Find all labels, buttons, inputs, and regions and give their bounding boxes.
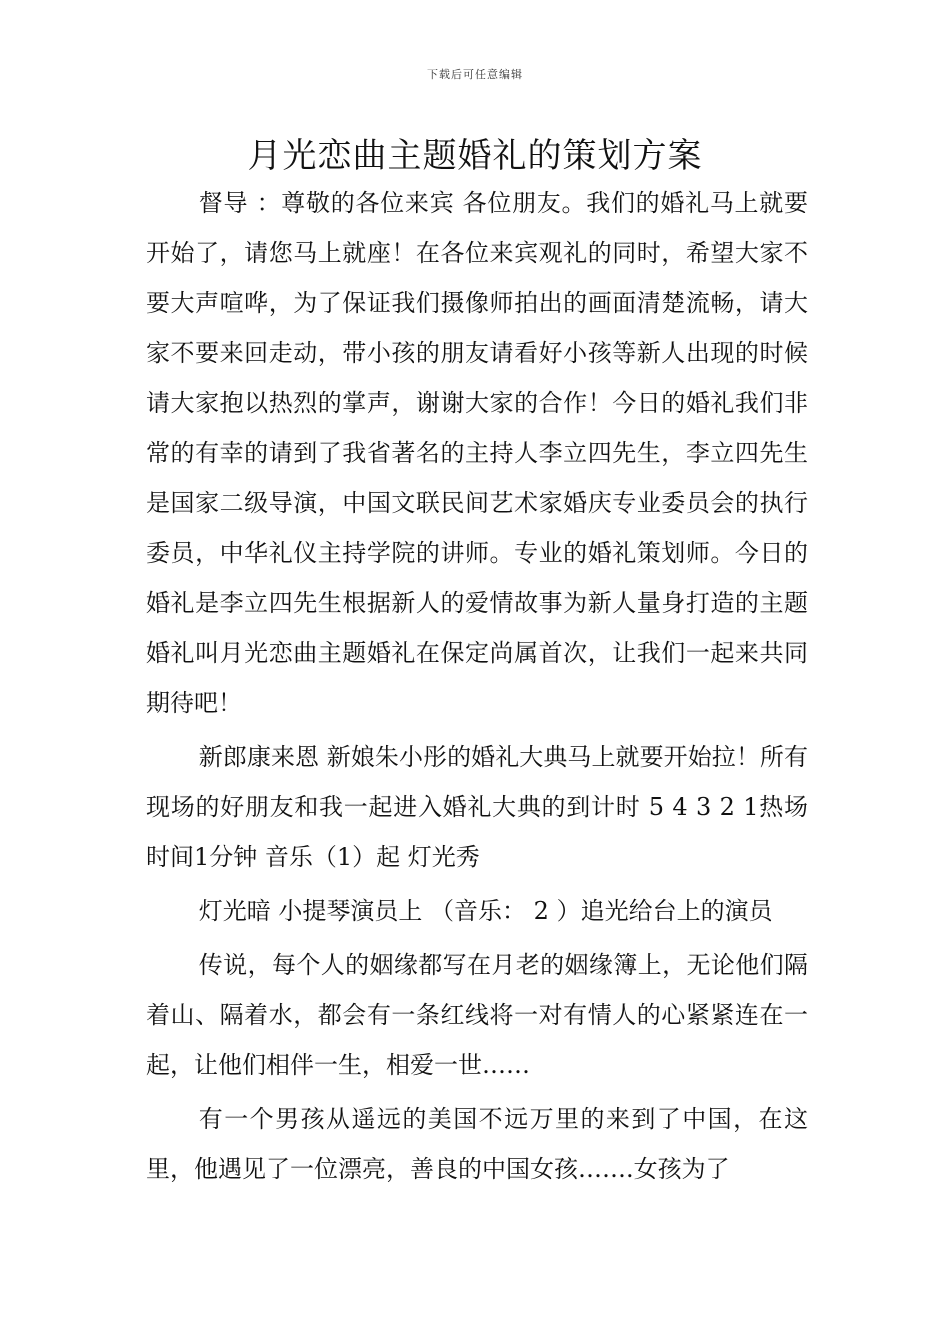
paragraph-legend: 传说，每个人的姻缘都写在月老的姻缘簿上，无论他们隔着山、隔着水，都会有一条红线将一对有情人的心紧紧连在一起，让他们相伴一生，相爱一世…… [146,951,808,1079]
paragraph-story: 有一个男孩从遥远的美国不远万里的来到了中国，在这里，他遇见了一位漂亮，善良的中国女孩…….女孩为了 [146,1105,808,1183]
paragraph-countdown: 新郎康来恩 新娘朱小彤的婚礼大典马上就要开始拉！所有现场的好朋友和我一起进入婚礼大典的到计时 5 4 3 2 1热场 时间1分钟 音乐（1）起 灯光秀 [146,743,808,871]
document-body [146,178,808,1194]
document-title: 月光恋曲主题婚礼的策划方案 [247,136,703,176]
header-note: 下载后可任意编辑 [427,68,523,81]
paragraph-lighting: 灯光暗 小提琴演员上 （音乐： 2 ）追光给台上的演员 [198,897,773,925]
paragraph-intro: 督导 ：尊敬的各位来宾 各位朋友。我们的婚礼马上就要开始了，请您马上就座！在各位来宾观礼的同时，希望大家不要大声喧哗，为了保证我们摄像师拍出的画面清楚流畅，请大家不要来回走动，带小孩的朋友请看好小孩等新人出现的时候请大家抱以热烈的掌声，谢谢大家的合作！今日的婚礼我们非常的有幸的请到了我省著名的主持人李立四先生，李立四先生是国家二级导演，中国文联民间艺术家婚庆专业委员会的执行委员，中华礼仪主持学院的讲师。专业的婚礼策划师。今日的婚礼是李立四先生根据新人的爱情故事为新人量身打造的主题婚礼叫月光恋曲主题婚礼在保定尚属首次，让我们一起来共同期待吧！ [146,189,808,717]
